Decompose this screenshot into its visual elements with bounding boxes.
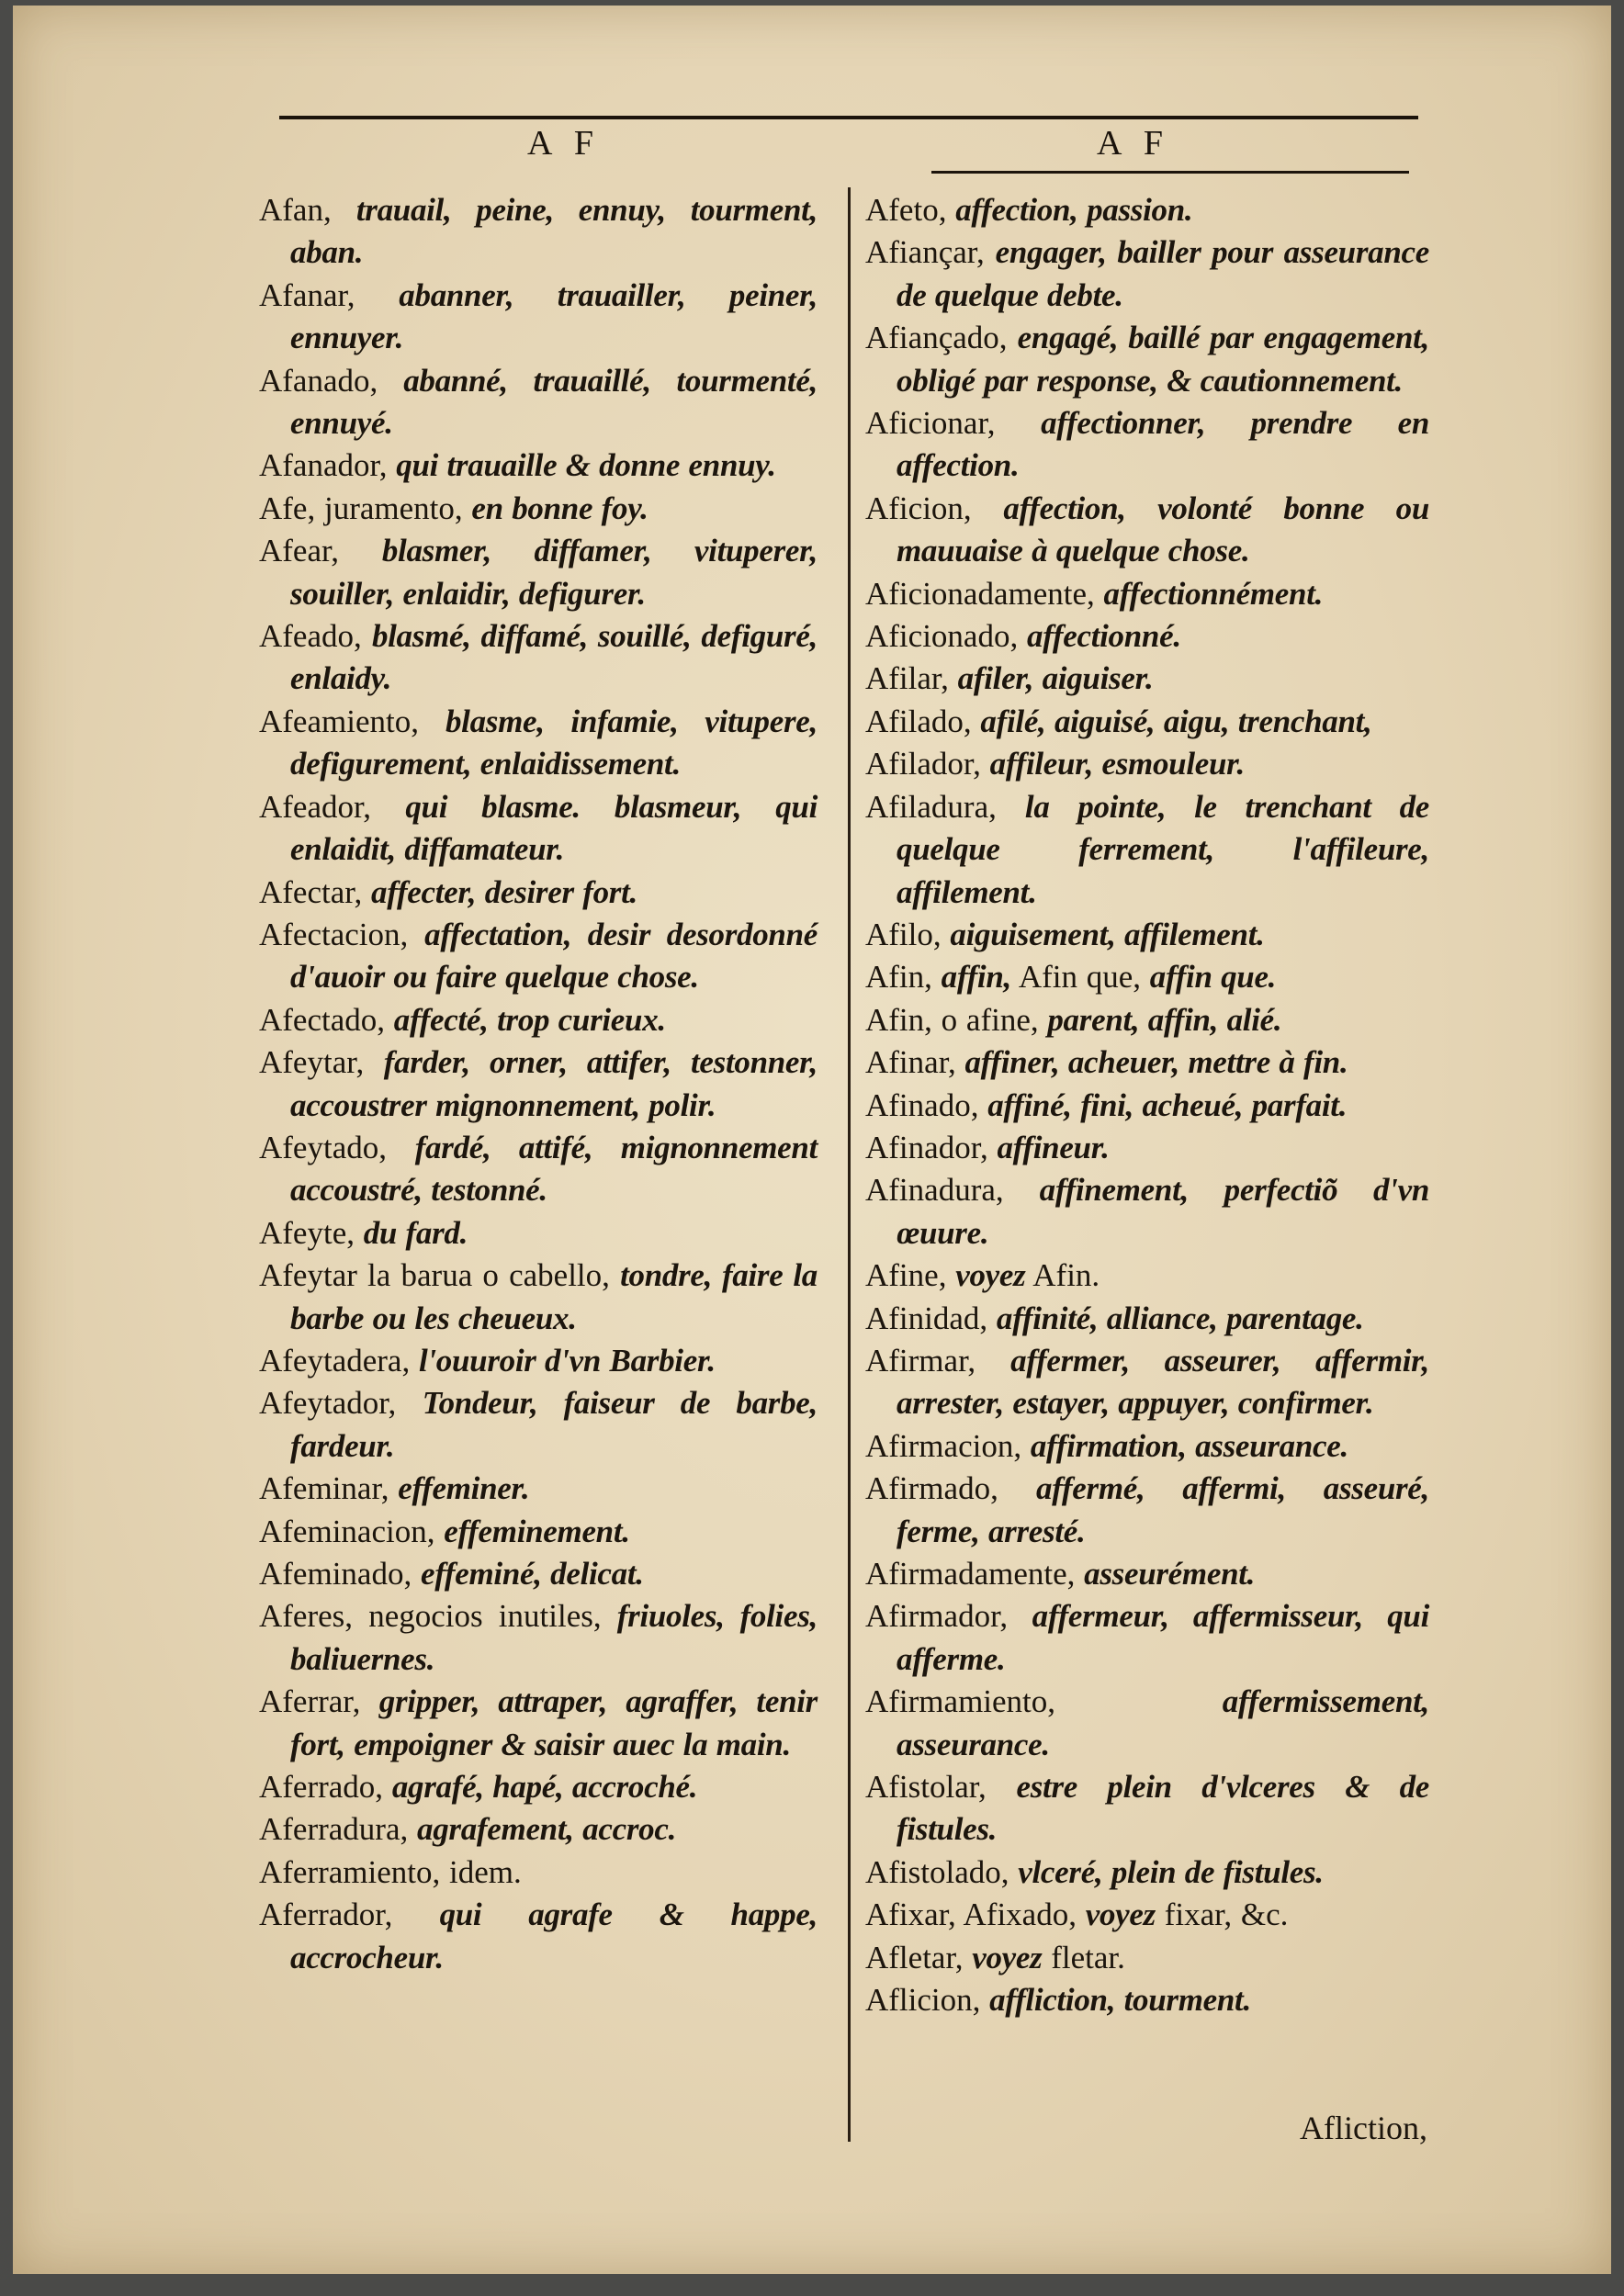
dictionary-entry (865, 1595, 1429, 1681)
dictionary-entry (259, 530, 818, 615)
right-column (865, 189, 1429, 2021)
headword: Afin que, (1018, 959, 1142, 996)
dictionary-entry (865, 743, 1429, 785)
definition: affin que. (1149, 959, 1277, 996)
dictionary-entry (259, 445, 818, 487)
definition: affecter, desirer fort. (371, 873, 637, 910)
header-subrule (931, 171, 1409, 174)
headword: Aferrador, (259, 1896, 393, 1933)
definition: affectation, desir desordonné d'auoir ou faire quelque chose. (290, 916, 818, 996)
headword: Aflicion, (865, 1982, 981, 2019)
definition: voyez (972, 1939, 1043, 1975)
headword: Afinador, (865, 1129, 988, 1165)
dictionary-entry (259, 1127, 818, 1212)
headword: Afectar, (259, 873, 363, 910)
definition: Tondeur, faiseur de barbe, fardeur. (290, 1385, 818, 1464)
definition: affectionnément. (1103, 575, 1324, 612)
headword: Aferramiento, idem. (259, 1853, 522, 1890)
headword: Afirmadamente, (865, 1556, 1076, 1592)
definition: affiné, fini, acheué, parfait. (987, 1086, 1348, 1123)
definition: l'ouuroir d'vn Barbier. (418, 1342, 716, 1379)
dictionary-entry (865, 956, 1429, 998)
definition: estre plein d'vlceres & de fistules. (897, 1769, 1430, 1848)
headword: Aferes, negocios inutiles, (259, 1598, 602, 1635)
dictionary-entry (259, 1340, 818, 1382)
dictionary-entry (259, 1468, 818, 1510)
dictionary-entry (259, 360, 818, 445)
headword: Aferrado, (259, 1769, 384, 1806)
headword: Afiançado, (865, 320, 1008, 356)
dictionary-entry (259, 914, 818, 999)
definition: trauail, peine, ennuy, tourment, aban. (290, 192, 818, 271)
definition: farder, orner, attifer, testonner, accoustrer mignonnement, polir. (290, 1044, 818, 1123)
headword: Afinadura, (865, 1172, 1004, 1209)
definition: blasmé, diffamé, souillé, defiguré, enlaidy. (290, 618, 818, 697)
definition: affermissement, asseurance. (897, 1683, 1429, 1762)
dictionary-entry (259, 701, 818, 786)
definition: parent, affin, alié. (1047, 1001, 1282, 1038)
definition: effeminement. (444, 1513, 630, 1549)
dictionary-entry (865, 1468, 1429, 1553)
definition: blasme, infamie, vitupere, defigurement, enlaidissement. (290, 703, 818, 782)
headword: Afeador, (259, 788, 372, 825)
dictionary-entry (865, 1340, 1429, 1425)
definition: voyez (1085, 1896, 1156, 1933)
definition: affin, (941, 959, 1011, 996)
definition: afiler, aiguiser. (957, 660, 1154, 697)
definition: affermer, asseurer, affermir, arrester, estayer, appuyer, confirmer. (897, 1342, 1430, 1422)
dictionary-entry (259, 189, 818, 275)
headword: Aferrar, (259, 1683, 361, 1720)
dictionary-entry (259, 1212, 818, 1255)
dictionary-entry (865, 1681, 1429, 1766)
dictionary-entry (259, 1382, 818, 1468)
headword: Afirmado, (865, 1470, 998, 1507)
column-divider (848, 187, 851, 2142)
definition: effeminer. (398, 1470, 530, 1507)
headword: Afirmamiento, (865, 1683, 1056, 1720)
dictionary-entry (865, 999, 1429, 1041)
definition: la pointe, le trenchant de quelque ferrement, l'affileure, affilement. (897, 788, 1430, 910)
dictionary-entry (865, 615, 1429, 658)
definition: agrafement, accroc. (417, 1811, 677, 1848)
definition: afilé, aiguisé, aigu, trenchant, (980, 703, 1372, 739)
headword: Afilo, (865, 916, 942, 952)
dictionary-entry (259, 1595, 818, 1681)
definition: fardé, attifé, mignonnement accoustré, testonné. (290, 1129, 818, 1209)
definition: affectionné. (1026, 618, 1181, 655)
headword: Afanado, (259, 362, 378, 399)
headword: Afeminar, (259, 1470, 389, 1507)
running-head-right: A F (1097, 124, 1170, 163)
dictionary-entry (259, 1511, 818, 1553)
headword: Aficionadamente, (865, 575, 1095, 612)
dictionary-entry (259, 1766, 818, 1808)
definition: qui agrafe & happe, accrocheur. (290, 1896, 818, 1975)
headword: Afistolado, (865, 1853, 1009, 1890)
dictionary-entry (259, 786, 818, 872)
definition: agrafé, hapé, accroché. (391, 1769, 698, 1806)
dictionary-entry (865, 658, 1429, 700)
headword: Afeminado, (259, 1556, 412, 1592)
definition: affiner, acheuer, mettre à fin. (964, 1044, 1348, 1081)
headword: Afeytar la barua o cabello, (259, 1257, 610, 1294)
definition: affineur. (997, 1129, 1110, 1165)
headword: Afin, o afine, (865, 1001, 1039, 1038)
dictionary-entry (865, 1255, 1429, 1297)
dictionary-entry (865, 1894, 1429, 1936)
dictionary-entry (259, 1041, 818, 1127)
dictionary-entry (865, 786, 1429, 914)
dictionary-entry (865, 1085, 1429, 1127)
headword: Afeytadera, (259, 1342, 411, 1379)
headword: Afistolar, (865, 1769, 987, 1806)
definition: qui trauaille & donne ennuy. (396, 447, 776, 484)
definition: affileur, esmouleur. (989, 746, 1245, 782)
dictionary-entry (865, 1298, 1429, 1340)
headword: Afectado, (259, 1001, 386, 1038)
headword: Aficionado, (865, 618, 1019, 655)
headword: Afeyte, (259, 1214, 355, 1251)
headword: Aficionar, (865, 405, 996, 442)
definition: gripper, attraper, agraffer, tenir fort, empoigner & saisir auec la main. (290, 1683, 818, 1762)
headword: Afilar, (865, 660, 949, 697)
dictionary-entry (865, 488, 1429, 573)
dictionary-entry (259, 1808, 818, 1851)
headword: Afanador, (259, 447, 388, 484)
definition: vlceré, plein de fistules. (1018, 1853, 1324, 1890)
dictionary-entry (865, 1979, 1429, 2021)
definition: engagé, baillé par engagement, obligé par response, & cautionnement. (897, 320, 1429, 399)
headword: Afine, (865, 1257, 947, 1294)
dictionary-entry (865, 1425, 1429, 1468)
headword: Afeytar, (259, 1044, 365, 1081)
dictionary-entry (865, 573, 1429, 615)
dictionary-entry (865, 317, 1429, 402)
headword: Afilado, (865, 703, 972, 739)
dictionary-entry (865, 1041, 1429, 1084)
headword: Afirmar, (865, 1342, 976, 1379)
dictionary-entry (259, 1255, 818, 1340)
definition: blasmer, diffamer, vituperer, souiller, enlaidir, defigurer. (290, 533, 818, 612)
headword: Aficion, (865, 490, 972, 526)
definition: effeminé, delicat. (420, 1556, 644, 1592)
headword: Afeto, (865, 192, 947, 228)
definition: voyez (955, 1257, 1026, 1294)
definition: affinité, alliance, parentage. (996, 1300, 1364, 1336)
definition: affermé, affermi, asseuré, ferme, arresté. (897, 1470, 1429, 1549)
headword: Afirmador, (865, 1598, 1009, 1635)
headword: Afiladura, (865, 788, 997, 825)
headword: Aferradura, (259, 1811, 409, 1848)
definition: affermeur, affermisseur, qui afferme. (897, 1598, 1430, 1677)
headword: Afinidad, (865, 1300, 988, 1336)
definition: engager, bailler pour asseurance de quelque debte. (897, 234, 1430, 313)
running-head-left: A F (527, 124, 601, 163)
headword: Afe, juramento, (259, 490, 463, 526)
headword: Afirmacion, (865, 1427, 1022, 1464)
headword: Afeytado, (259, 1129, 387, 1165)
definition: friuoles, folies, baliuernes. (290, 1598, 818, 1677)
dictionary-entry (865, 1937, 1429, 1979)
headword: Afin, (865, 959, 932, 996)
dictionary-entry (259, 1894, 818, 1979)
headword: fletar. (1051, 1939, 1125, 1975)
dictionary-entry (259, 1553, 818, 1595)
definition: affecté, trop curieux. (393, 1001, 666, 1038)
dictionary-entry (865, 402, 1429, 488)
headword: Afinado, (865, 1086, 979, 1123)
header-rule (279, 116, 1418, 119)
definition: tondre, faire la barbe ou les cheueux. (290, 1257, 818, 1336)
definition: affection, passion. (955, 192, 1193, 228)
headword: Afeminacion, (259, 1513, 435, 1549)
headword: Afan, (259, 192, 332, 228)
definition: affectionner, prendre en affection. (897, 405, 1429, 484)
headword: Afeado, (259, 618, 362, 655)
headword: Afilador, (865, 746, 981, 782)
dictionary-entry (865, 914, 1429, 956)
headword: Afeytador, (259, 1385, 397, 1422)
dictionary-entry (865, 701, 1429, 743)
dictionary-entry (865, 1127, 1429, 1169)
dictionary-entry (259, 488, 818, 530)
definition: qui blasme. blasmeur, qui enlaidit, diffamateur. (290, 788, 818, 868)
headword: Afinar, (865, 1044, 956, 1081)
headword: Afiançar, (865, 234, 985, 271)
dictionary-entry (865, 1169, 1429, 1255)
headword: Afeamiento, (259, 703, 419, 739)
definition: affinement, perfectiõ d'vn œuure. (897, 1172, 1429, 1251)
headword: fixar, &c. (1164, 1896, 1289, 1933)
definition: abanné, trauaillé, tourmenté, ennuyé. (290, 362, 818, 442)
definition: asseurément. (1084, 1556, 1256, 1592)
headword: Afanar, (259, 276, 355, 313)
headword: Afectacion, (259, 916, 409, 952)
dictionary-entry (259, 615, 818, 701)
dictionary-entry (259, 999, 818, 1041)
catchword: Afliction, (1300, 2110, 1427, 2146)
dictionary-entry (259, 275, 818, 360)
definition: du fard. (363, 1214, 468, 1251)
dictionary-entry (259, 1851, 818, 1894)
definition: abanner, trauailler, peiner, ennuyer. (290, 276, 818, 356)
book-page (13, 6, 1611, 2274)
headword: Afletar, (865, 1939, 964, 1975)
headword: Afin. (1032, 1257, 1100, 1294)
dictionary-entry (865, 1766, 1429, 1851)
definition: affliction, tourment. (989, 1982, 1251, 2019)
headword: Afixar, Afixado, (865, 1896, 1077, 1933)
dictionary-entry (865, 1851, 1429, 1894)
dictionary-entry (865, 231, 1429, 317)
left-column (259, 189, 818, 1979)
dictionary-entry (259, 872, 818, 914)
definition: aiguisement, affilement. (950, 916, 1265, 952)
definition: affection, volonté bonne ou mauuaise à quelque chose. (897, 490, 1429, 569)
dictionary-entry (865, 189, 1429, 231)
dictionary-entry (865, 1553, 1429, 1595)
definition: en bonne foy. (471, 490, 648, 526)
definition: affirmation, asseurance. (1030, 1427, 1348, 1464)
dictionary-entry (259, 1681, 818, 1766)
headword: Afear, (259, 533, 340, 569)
